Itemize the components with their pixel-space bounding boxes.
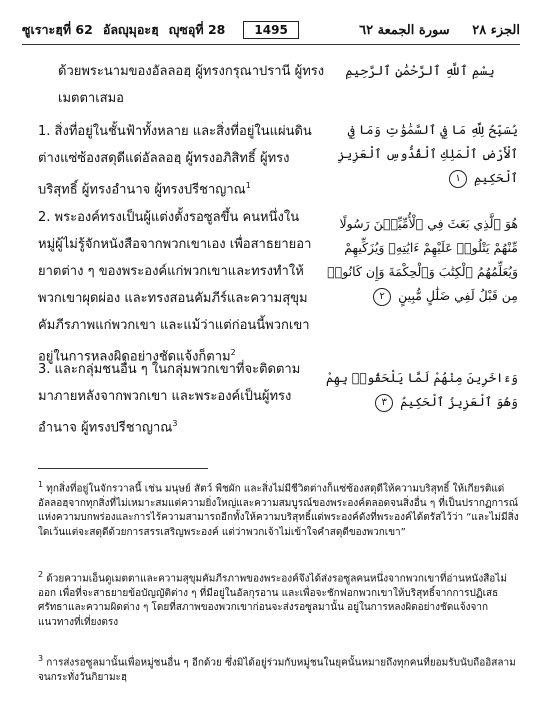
thai-verse-2 bbox=[38, 204, 314, 370]
footnote-1-text: ทุกสิ่งที่อยู่ในจักรวาลนี้ เช่น มนุษย์ สัตว์ พืชผัก และสิ่งไม่มีชีวิตต่างก็แซ่ซ้องสดุดีให้ความบริสุทธิ์ ให้เกียรติแด่อัลลอฮฺจากทุกสิ่งที่ไม่เหมาะสมแต่ความยิ่งใหญ่และความสมบูรณ์ของพระองค์ตลอดจนสิ่งอื่น ๆ ที่เป็นปรากฏการณ์แห่งความบกพร่องและการไร้ความสามารถอีกทั้งให้ความบริสุทธิ์แด่พระองค์ดังที่พระองค์ได้ตรัสไว้ว่า “และไม่มีสิ่งใดเว้นแต่จะสดุดีด้วยการสรรเสริญพระองค์ แต่ว่าพวกเจ้าไม่เข้าใจคำสดุดีของพวกเขา” bbox=[38, 483, 519, 538]
footnote-3-text: การส่งรอซูลมานั้นเพื่อหมู่ชนอื่น ๆ อีกด้วย ซึ่งมิได้อยู่ร่วมกับหมู่ชนในยุคนั้นหมายถึงทุกคนที่ยอมรับนับถืออิสลามจนกระทั่งวันกิยามะฮฺ bbox=[38, 657, 516, 683]
juz-thai: ญุซอุที่ 28 bbox=[168, 22, 226, 37]
footnote-ref-1: 1 bbox=[245, 181, 251, 190]
thai-verse-3-text: 3. และกลุ่มชนอื่น ๆ ในกลุ่มพวกเขาที่จะติดตามมาภายหลังจากพวกเขา และพระองค์เป็นผู้ทรงอำนาจ ผู้ทรงปรีชาญาณ bbox=[38, 362, 301, 436]
footnote-3 bbox=[38, 652, 520, 685]
footnote-2-text: ด้วยความเอ็นดูเมตตาและความสุขุมคัมภีรภาพของพระองค์จึงได้ส่งรอซูลคนหนึ่งจากพวกเขาที่อ่านหนังสือไม่ออก เพื่อที่จะสาธยายข้อบัญญัติต่าง ๆ ที่มีอยู่ในอัลกุรอาน และเพื่อจะชักฟอกพวกเขาให้บริสุทธิ์จากการปฏิเสธศรัทธาและความผิดต่าง ๆ โดยที่สภาพของพวกเขาก่อนจะส่งรอซูลมานั้น อยู่ในการหลงผิดอย่างชัดแจ้งจากแนวทางที่เที่ยงตรง bbox=[38, 573, 507, 628]
page-header bbox=[22, 18, 520, 42]
arabic-verse-3-text: وَءَاخَرِينَ مِنْهُمْ لَمَّا يَلْحَقُوا۟ بِهِمْ وَهُوَ ٱلْعَزِيزُ ٱلْحَكِيمُ bbox=[325, 370, 518, 409]
thai-verse-2-text: 2. พระองค์ทรงเป็นผู้แต่งตั้งรอซูลขึ้น คนหนึ่งในหมู่ผู้ไม่รู้จักหนังสือจากพวกเขาเอง เพื่อสาธยายอายาตต่าง ๆ ของพระองค์แก่พวกเขาและทรงทำให้พวกเขาผุดผ่อง และทรงสอนคัมภีร์และความสุขุมคัมภีรภาพแก่พวกเขา และแม้ว่าแต่ก่อนนี้พวกเขาอยู่ในการหลงผิดอย่างชัดแจ้งก็ตาม bbox=[38, 210, 312, 365]
header-divider bbox=[22, 44, 520, 45]
arabic-basmala: بِسْمِ ٱللَّهِ ٱلرَّحْمَٰنِ ٱلرَّحِيمِ bbox=[345, 64, 495, 79]
footnote-ref-3: 3 bbox=[172, 419, 178, 428]
juz-arabic: الجزء ٢٨ bbox=[472, 22, 520, 38]
arabic-verse-2-text: هُوَ ٱلَّذِي بَعَثَ فِي ٱلْأُمِّيِّـۧنَ رَسُولًا مِّنْهُمْ يَتْلُوا۟ عَلَيْهِمْ ءَايَٰتِهِۦ وَيُزَكِّيهِمْ وَيُعَلِّمُهُمُ ٱلْكِتَٰبَ وَٱلْحِكْمَةَ وَإِن كَانُوا۟ مِن قَبْلُ لَفِي ضَلَٰلٍ مُّبِينٍ bbox=[327, 216, 518, 303]
footnote-1 bbox=[38, 478, 520, 540]
thai-verse-1 bbox=[38, 118, 314, 203]
arabic-verse-3 bbox=[318, 366, 518, 414]
arabic-verse-1-text: يُسَبِّحُ لِلَّهِ مَا فِي ٱلسَّمَٰوَٰتِ وَمَا فِي ٱلْأَرْضِ ٱلْمَلِكِ ٱلْقُدُّوسِ ٱلْعَزِيزِ ٱلْحَكِيمِ bbox=[337, 122, 518, 185]
footnote-3-number: 3 bbox=[38, 654, 44, 663]
verse-number-3: ٣ bbox=[375, 394, 393, 412]
arabic-verse-1 bbox=[318, 118, 518, 190]
footnote-2 bbox=[38, 568, 520, 630]
thai-intro: ด้วยพระนามของอัลลอฮฺ ผู้ทรงกรุณาปรานี ผู้ทรงเมตตาเสมอ bbox=[58, 64, 325, 106]
footnote-divider bbox=[38, 468, 208, 469]
verse-number-1: ١ bbox=[449, 170, 467, 188]
surah-arabic: سورة الجمعة ٦٢ bbox=[359, 22, 450, 38]
thai-verse-3 bbox=[38, 356, 314, 441]
verse-number-2: ٢ bbox=[373, 288, 391, 306]
header-arabic bbox=[299, 23, 520, 38]
surah-name-thai: อัลญุมุอะฮฺ bbox=[102, 22, 159, 37]
footnote-2-number: 2 bbox=[38, 570, 44, 579]
page-number: 1495 bbox=[243, 21, 298, 39]
footnote-1-number: 1 bbox=[38, 480, 44, 489]
footnote-ref-2: 2 bbox=[230, 348, 236, 357]
surah-number-thai: ซูเราะฮฺที่ 62 bbox=[22, 22, 93, 37]
thai-verse-1-text: 1. สิ่งที่อยู่ในชั้นฟ้าทั้งหลาย และสิ่งที่อยู่ในแผ่นดินต่างแซ่ซ้องสดุดีแด่อัลลอฮฺ ผู้ทรงอภิสิทธิ์ ผู้ทรงบริสุทธิ์ ผู้ทรงอำนาจ ผู้ทรงปรีชาญาณ bbox=[38, 124, 312, 198]
arabic-verse-2 bbox=[318, 212, 518, 308]
